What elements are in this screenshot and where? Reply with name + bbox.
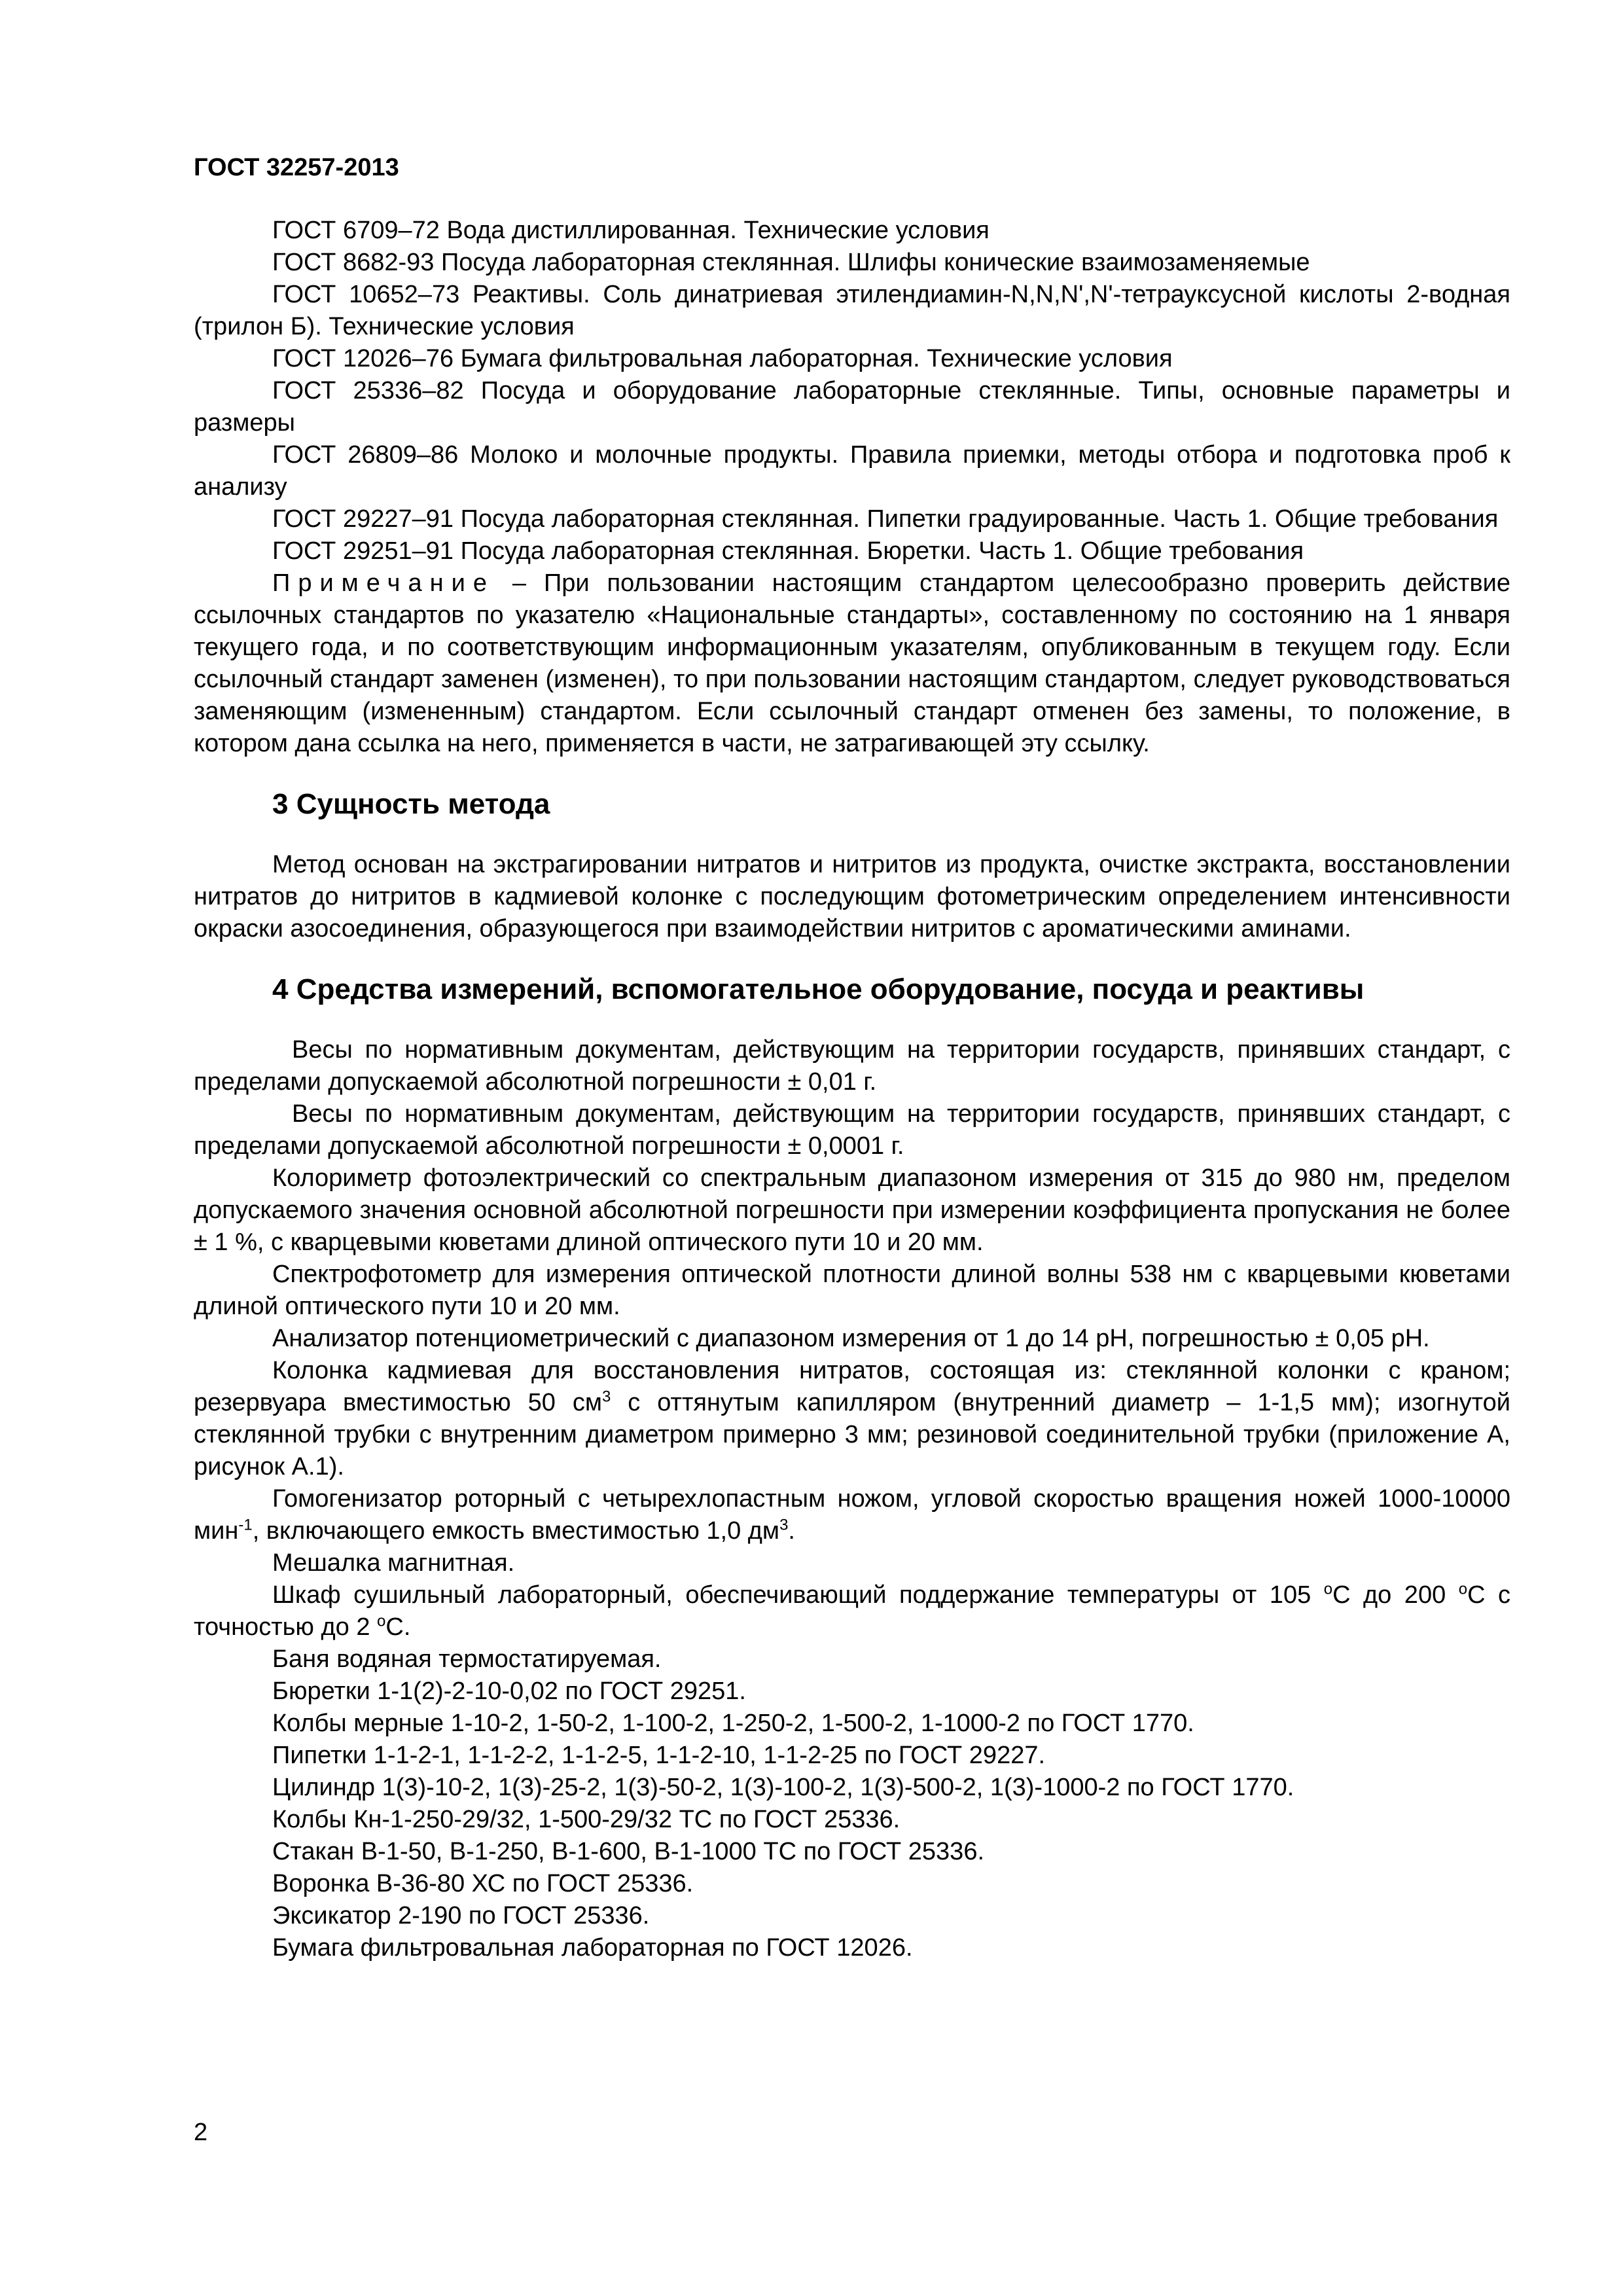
reference-item: ГОСТ 29227–91 Посуда лабораторная стеклянная. Пипетки градуированные. Часть 1. Общие требования [272,505,1499,533]
homogenizer-superscript-1: -1 [238,1516,253,1534]
equipment-item: Анализатор потенциометрический с диапазоном измерения от 1 до 14 pH, погрешностью ± 0,05 pH. [272,1325,1430,1352]
oven-text-c: С с точностью до 2 [194,1581,1511,1641]
oven-superscript-2: o [1458,1580,1468,1598]
equipment-item: Баня водяная термостатируемая. [272,1645,662,1673]
equipment-item: Спектрофотометр для измерения оптической плотности длиной волны 538 нм с кварцевыми кюветами длиной оптического пути 10 и 20 мм. [194,1261,1510,1320]
reference-item: ГОСТ 6709–72 Вода дистиллированная. Технические условия [272,217,990,244]
reference-item: ГОСТ 25336–82 Посуда и оборудование лабораторные стеклянные. Типы, основные параметры и размеры [194,377,1510,437]
equipment-item: Колбы мерные 1-10-2, 1-50-2, 1-100-2, 1-250-2, 1-500-2, 1-1000-2 по ГОСТ 1770. [272,1710,1194,1737]
section-3-text: Метод основан на экстрагировании нитратов и нитритов из продукта, очистке экстракта, восстановлении нитратов до нитритов в кадмиевой колонке с последующим фотометрическим определением интенсивности окраски азосоединения, образующегося при взаимодействии нитритов с ароматическими аминами. [194,851,1510,942]
homogenizer-text-c: . [788,1517,795,1545]
equipment-item: Весы по нормативным документам, действующим на территории государств, принявших стандарт, с пределами допускаемой абсолютной погрешности ± 0,01 г. [194,1036,1510,1096]
equipment-item: Бюретки 1-1(2)-2-10-0,02 по ГОСТ 29251. [272,1677,746,1705]
note-label: Примечание [272,569,495,597]
reference-item: ГОСТ 10652–73 Реактивы. Соль динатриевая этилендиамин-N,N,N',N'-тетрауксусной кислоты 2-водная (трилон Б). Технические условия [194,281,1510,340]
equipment-item: Стакан В-1-50, В-1-250, В-1-600, В-1-1000 ТС по ГОСТ 25336. [272,1838,985,1865]
equipment-item: Пипетки 1-1-2-1, 1-1-2-2, 1-1-2-5, 1-1-2-10, 1-1-2-25 по ГОСТ 29227. [272,1742,1046,1769]
oven-text-a: Шкаф сушильный лабораторный, обеспечивающий поддержание температуры от 105 [272,1581,1324,1609]
page-number: 2 [194,2119,208,2146]
equipment-item: Колбы Кн-1-250-29/32, 1-500-29/32 ТС по ГОСТ 25336. [272,1806,901,1833]
cadmium-text-a: Колонка кадмиевая для восстановления нитратов, состоящая из: стеклянной колонки с краном; резервуара вместимостью 50 см [194,1357,1510,1416]
equipment-item: Бумага фильтровальная лабораторная по ГОСТ 12026. [272,1934,913,1962]
equipment-item-oven [194,1579,1510,1643]
oven-text-b: С до 200 [1332,1581,1459,1609]
homogenizer-text-a: Гомогенизатор роторный с четырехлопастным ножом, угловой скоростью вращения ножей 1000-10000 мин [194,1485,1510,1545]
reference-item: ГОСТ 8682-93 Посуда лабораторная стеклянная. Шлифы конические взаимозаменяемые [272,249,1310,276]
note-paragraph [194,567,1510,760]
oven-text-d: С. [385,1613,411,1641]
equipment-item: Воронка В-36-80 ХС по ГОСТ 25336. [272,1870,694,1897]
note-text: – При пользовании настоящим стандартом целесообразно проверить действие ссылочных стандартов по указателю «Национальные стандарты», составленному по состоянию на 1 января текущего года, и по соответствующим информационным указателям, опубликованным в текущем году. Если ссылочный стандарт заменен (изменен), то при пользовании настоящим стандартом, следует руководствоваться заменяющим (измененным) стандартом. Если ссылочный стандарт отменен без замены, то положение, в котором дана ссылка на него, применяется в части, не затрагивающей эту ссылку. [194,569,1510,757]
reference-item: ГОСТ 12026–76 Бумага фильтровальная лабораторная. Технические условия [272,345,1173,372]
homogenizer-text-b: , включающего емкость вместимостью 1,0 дм [252,1517,780,1545]
equipment-item: Эксикатор 2-190 по ГОСТ 25336. [272,1902,650,1929]
cadmium-text-b: с оттянутым капилляром (внутренний диаметр – 1-1,5 мм); изогнутой стеклянной трубки с внутренним диаметром примерно 3 мм; резиновой соединительной трубки (приложение А, рисунок А.1). [194,1389,1511,1480]
oven-superscript-3: o [377,1612,386,1630]
equipment-item: Цилиндр 1(3)-10-2, 1(3)-25-2, 1(3)-50-2, 1(3)-100-2, 1(3)-500-2, 1(3)-1000-2 по ГОСТ 1770. [272,1774,1294,1801]
section-3-title: 3 Сущность метода [272,788,550,820]
equipment-item: Мешалка магнитная. [272,1549,515,1577]
document-header: ГОСТ 32257-2013 [194,154,399,181]
section-4-title: 4 Средства измерений, вспомогательное оборудование, посуда и реактивы [272,973,1364,1005]
equipment-item: Колориметр фотоэлектрический со спектральным диапазоном измерения от 315 до 980 нм, пределом допускаемого значения основной абсолютной погрешности при измерении коэффициента пропускания не более ± 1 %, с кварцевыми кюветами длиной оптического пути 10 и 20 мм. [194,1164,1510,1256]
oven-superscript-1: o [1323,1580,1333,1598]
document-body [194,215,1510,1964]
cadmium-superscript: 3 [601,1388,611,1406]
equipment-item: Весы по нормативным документам, действующим на территории государств, принявших стандарт, с пределами допускаемой абсолютной погрешности ± 0,0001 г. [194,1100,1510,1160]
equipment-item-homogenizer [194,1483,1510,1547]
reference-item: ГОСТ 29251–91 Посуда лабораторная стеклянная. Бюретки. Часть 1. Общие требования [272,537,1304,565]
homogenizer-superscript-2: 3 [779,1516,789,1534]
reference-item: ГОСТ 26809–86 Молоко и молочные продукты. Правила приемки, методы отбора и подготовка проб к анализу [194,441,1510,501]
equipment-item-cadmium-column [194,1355,1510,1483]
